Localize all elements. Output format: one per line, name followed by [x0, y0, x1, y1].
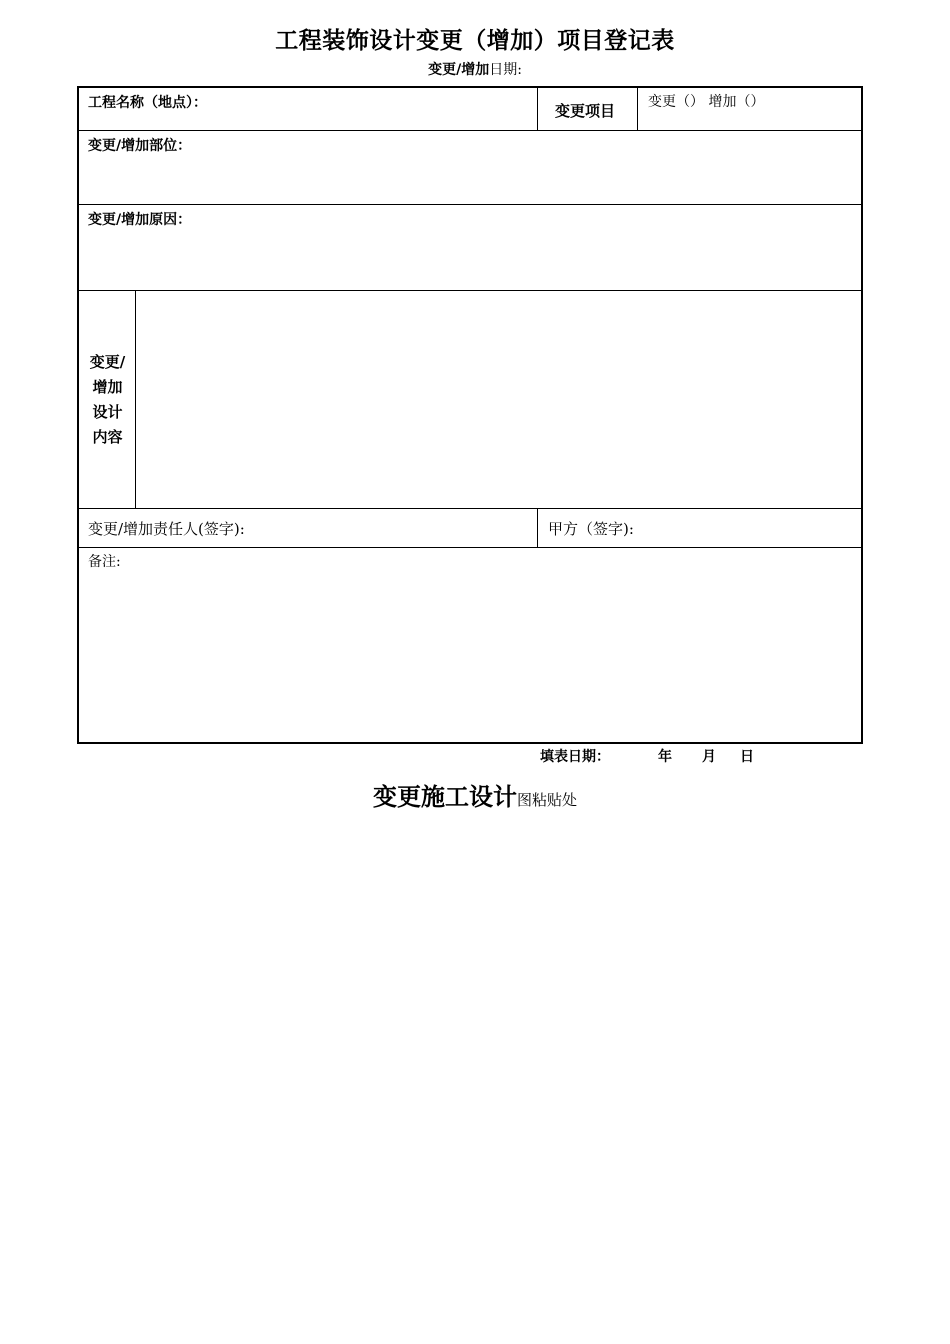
- fill-date-month: 月: [702, 749, 716, 765]
- date-label-rest: 日期:: [489, 62, 522, 78]
- fill-date-line: [540, 746, 754, 766]
- party-a-label: 甲方（签字):: [548, 520, 634, 538]
- drawing-paste-heading: [0, 777, 950, 812]
- remarks-label: 备注:: [88, 554, 121, 570]
- fill-date-year: 年: [658, 749, 672, 765]
- design-content-label: 变更/增加设计内容: [89, 353, 126, 446]
- fill-date-day: 日: [740, 749, 754, 765]
- responsible-label: 变更/增加责任人(签字):: [88, 520, 245, 538]
- location-label: 变更/增加部位：: [88, 138, 192, 154]
- col-divider-change-item: [537, 88, 538, 130]
- reason-label: 变更/增加原因：: [88, 212, 192, 228]
- change-item-options: 变更（） 增加（）: [648, 94, 765, 110]
- project-name-label: 工程名称（地点）：: [88, 95, 207, 111]
- date-label-bold: 变更/增加: [428, 62, 490, 78]
- drawing-heading-bold: 变更施工设计: [372, 782, 517, 811]
- row-divider-3: [79, 290, 861, 291]
- date-line: [0, 59, 950, 79]
- registration-table: [77, 86, 863, 744]
- drawing-heading-rest: 图粘贴处: [516, 791, 577, 809]
- row-divider-2: [79, 204, 861, 205]
- col-divider-options: [637, 88, 638, 130]
- col-divider-signatures: [537, 508, 538, 547]
- fill-date-label: 填表日期：: [540, 749, 610, 765]
- design-content-cell: [79, 291, 136, 509]
- row-divider-5: [79, 547, 861, 548]
- change-item-label: 变更项目: [555, 102, 616, 120]
- form-title: 工程装饰设计变更（增加）项目登记表: [275, 27, 675, 54]
- row-divider-1: [79, 130, 861, 131]
- row-divider-4: [79, 508, 861, 509]
